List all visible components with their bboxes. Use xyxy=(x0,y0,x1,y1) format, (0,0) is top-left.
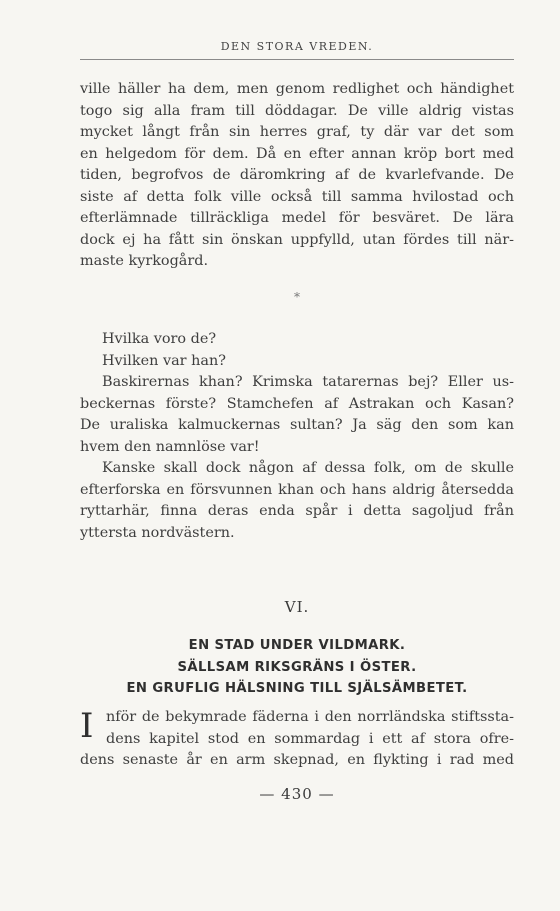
chapter-title-line: EN STAD UNDER VILDMARK. xyxy=(188,638,406,653)
text-line: ville häller ha dem, men genom redlighet och händighet xyxy=(80,81,514,97)
text-line: dens kapitel stod en sommardag i ett af stora ofre- xyxy=(106,730,514,747)
text-line: nför de bekymrade fäderna i den norrländska stiftssta- xyxy=(106,709,514,725)
chapter-number: VI. xyxy=(284,598,310,616)
text-line: beckernas förste? Stamchefen af Astrakan och Kasan? xyxy=(80,395,514,412)
section-separator-asterisk: * xyxy=(294,290,300,304)
text-line: maste kyrkogård. xyxy=(80,253,209,269)
running-head: DEN STORA VREDEN. xyxy=(220,40,374,53)
text-line: ryttarhär, finna deras enda spår i detta sagoljud från xyxy=(80,503,514,519)
text-line: Hvilken var han? xyxy=(102,352,226,369)
text-line: Baskirernas khan? Krimska tatarernas bej? Eller us- xyxy=(102,374,514,390)
text-line: en helgedom för dem. Då en efter annan kröp bort med xyxy=(80,145,514,162)
header-rule xyxy=(80,59,514,60)
chapter-title-line: EN GRUFLIG HÄLSNING TILL SJÄLSÄMBETET. xyxy=(126,681,468,696)
text-line: De uraliska kalmuckernas sultan? Ja säg den som kan xyxy=(80,417,514,433)
paragraph-3 xyxy=(80,707,514,772)
paragraph-2 xyxy=(80,329,514,544)
paragraph-1 xyxy=(80,79,514,273)
drop-cap: I xyxy=(80,706,94,746)
text-line: dens senaste år en arm skepnad, en flykting i rad med xyxy=(80,752,514,768)
text-line: Kanske skall dock någon af dessa folk, om de skulle xyxy=(102,460,514,476)
text-line: hvem den namnlöse var! xyxy=(80,438,260,455)
text-line: efterforska en försvunnen khan och hans aldrig återsedda xyxy=(80,481,514,498)
text-line: mycket långt från sin herres graf, ty där var det som xyxy=(80,124,514,140)
text-line: togo sig alla fram till döddagar. De ville aldrig vistas xyxy=(80,102,514,119)
text-line: tiden, begrofvos de däromkring af de kvarlefvande. De xyxy=(80,167,514,183)
text-line: yttersta nordvästern. xyxy=(80,524,235,541)
text-line: dock ej ha fått sin önskan uppfylld, utan fördes till när- xyxy=(80,231,514,248)
text-line: Hvilka voro de? xyxy=(102,331,217,347)
text-line: siste af detta folk ville också till samma hvilostad och xyxy=(80,188,514,205)
chapter-title-line: SÄLLSAM RIKSGRÄNS I ÖSTER. xyxy=(177,659,417,675)
chapter-title xyxy=(80,635,514,700)
page-number: — 430 — xyxy=(259,785,335,803)
text-line: efterlämnade tillräckliga medel för besväret. De lära xyxy=(80,210,514,226)
